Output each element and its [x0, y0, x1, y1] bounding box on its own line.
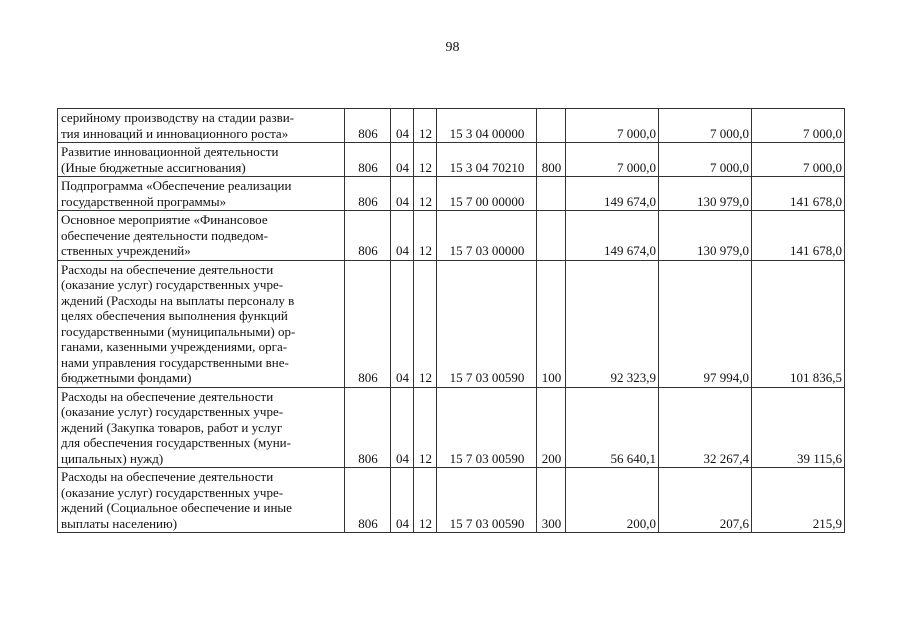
section-code-cell: 04 [391, 109, 414, 143]
description-line: выплаты населению) [61, 515, 178, 531]
description-line: государственными (муниципальными) ор- [61, 323, 296, 339]
amount-year3-cell: 141 678,0 [752, 177, 845, 211]
description-line: серийному производству на стадии разви- [61, 110, 294, 125]
amount-year3-cell: 141 678,0 [752, 211, 845, 261]
amount-year3-cell: 39 115,6 [752, 387, 845, 468]
subsection-code-cell: 12 [414, 109, 437, 143]
target-article-cell: 15 3 04 00000 [437, 109, 537, 143]
amount-year1-cell: 149 674,0 [566, 211, 659, 261]
ministry-code-cell: 806 [345, 177, 391, 211]
description-line: (оказание услуг) государственных учре- [61, 484, 284, 500]
amount-year2-cell: 32 267,4 [659, 387, 752, 468]
expense-type-cell: 800 [537, 143, 566, 177]
row-description [58, 109, 345, 143]
expense-type-cell [537, 211, 566, 261]
description-line: государственной программы» [61, 193, 227, 209]
section-code-cell: 04 [391, 260, 414, 387]
description-line: бюджетными фондами) [61, 370, 192, 385]
description-line: тия инноваций и инновационного роста» [61, 125, 289, 141]
description-line: Расходы на обеспечение деятельности [61, 261, 274, 277]
target-article-cell: 15 7 03 00590 [437, 387, 537, 468]
amount-year1-cell: 92 323,9 [566, 260, 659, 387]
description-line: Развитие инновационной деятельности [61, 144, 279, 159]
table-row [58, 260, 845, 387]
amount-year1-cell: 7 000,0 [566, 143, 659, 177]
expense-type-cell [537, 109, 566, 143]
amount-year3-cell: 7 000,0 [752, 109, 845, 143]
table-row [58, 109, 845, 143]
amount-year2-cell: 7 000,0 [659, 143, 752, 177]
description-line: обеспечение деятельности подведом- [61, 227, 268, 243]
ministry-code-cell: 806 [345, 468, 391, 533]
row-description [58, 260, 345, 387]
description-line: Подпрограмма «Обеспечение реализации [61, 178, 292, 193]
ministry-code-cell: 806 [345, 387, 391, 468]
expense-type-cell: 300 [537, 468, 566, 533]
subsection-code-cell: 12 [414, 211, 437, 261]
section-code-cell: 04 [391, 468, 414, 533]
amount-year3-cell: 101 836,5 [752, 260, 845, 387]
ministry-code-cell: 806 [345, 143, 391, 177]
table-row [58, 143, 845, 177]
description-line: ждений (Закупка товаров, работ и услуг [61, 419, 283, 435]
subsection-code-cell: 12 [414, 143, 437, 177]
table-row [58, 468, 845, 533]
amount-year3-cell: 7 000,0 [752, 143, 845, 177]
amount-year2-cell: 130 979,0 [659, 211, 752, 261]
target-article-cell: 15 7 03 00000 [437, 211, 537, 261]
description-line: нами управления государственными вне- [61, 354, 289, 370]
ministry-code-cell: 806 [345, 109, 391, 143]
description-line: ждений (Расходы на выплаты персоналу в [61, 292, 295, 308]
description-line: Расходы на обеспечение деятельности [61, 469, 274, 484]
table-row [58, 387, 845, 468]
description-line: (Иные бюджетные ассигнования) [61, 159, 246, 175]
subsection-code-cell: 12 [414, 468, 437, 533]
section-code-cell: 04 [391, 211, 414, 261]
description-line: (оказание услуг) государственных учре- [61, 277, 284, 292]
amount-year2-cell: 97 994,0 [659, 260, 752, 387]
amount-year2-cell: 130 979,0 [659, 177, 752, 211]
description-line: целях обеспечения выполнения функций [61, 308, 288, 323]
row-description [58, 387, 345, 468]
ministry-code-cell: 806 [345, 260, 391, 387]
target-article-cell: 15 7 00 00000 [437, 177, 537, 211]
row-description [58, 143, 345, 177]
amount-year1-cell: 56 640,1 [566, 387, 659, 468]
table-row [58, 177, 845, 211]
amount-year1-cell: 7 000,0 [566, 109, 659, 143]
description-line: ждений (Социальное обеспечение и иные [61, 500, 292, 515]
description-line: ципальных) нужд) [61, 450, 164, 466]
section-code-cell: 04 [391, 143, 414, 177]
table-row [58, 211, 845, 261]
expense-type-cell [537, 177, 566, 211]
budget-table [57, 108, 845, 533]
description-line: Расходы на обеспечение деятельности [61, 388, 274, 404]
subsection-code-cell: 12 [414, 177, 437, 211]
subsection-code-cell: 12 [414, 260, 437, 387]
amount-year3-cell: 215,9 [752, 468, 845, 533]
row-description [58, 211, 345, 261]
page-number: 98 [445, 40, 460, 55]
description-line: (оказание услуг) государственных учре- [61, 404, 284, 419]
expense-type-cell: 200 [537, 387, 566, 468]
description-line: ственных учреждений» [61, 243, 191, 258]
target-article-cell: 15 3 04 70210 [437, 143, 537, 177]
expense-type-cell: 100 [537, 260, 566, 387]
description-line: для обеспечения государственных (муни- [61, 435, 291, 450]
row-description [58, 468, 345, 533]
amount-year1-cell: 149 674,0 [566, 177, 659, 211]
target-article-cell: 15 7 03 00590 [437, 260, 537, 387]
description-line: ганами, казенными учреждениями, орга- [61, 339, 288, 354]
section-code-cell: 04 [391, 177, 414, 211]
amount-year2-cell: 207,6 [659, 468, 752, 533]
table-body [58, 109, 845, 533]
description-line: Основное мероприятие «Финансовое [61, 212, 268, 227]
amount-year1-cell: 200,0 [566, 468, 659, 533]
subsection-code-cell: 12 [414, 387, 437, 468]
target-article-cell: 15 7 03 00590 [437, 468, 537, 533]
ministry-code-cell: 806 [345, 211, 391, 261]
amount-year2-cell: 7 000,0 [659, 109, 752, 143]
section-code-cell: 04 [391, 387, 414, 468]
row-description [58, 177, 345, 211]
